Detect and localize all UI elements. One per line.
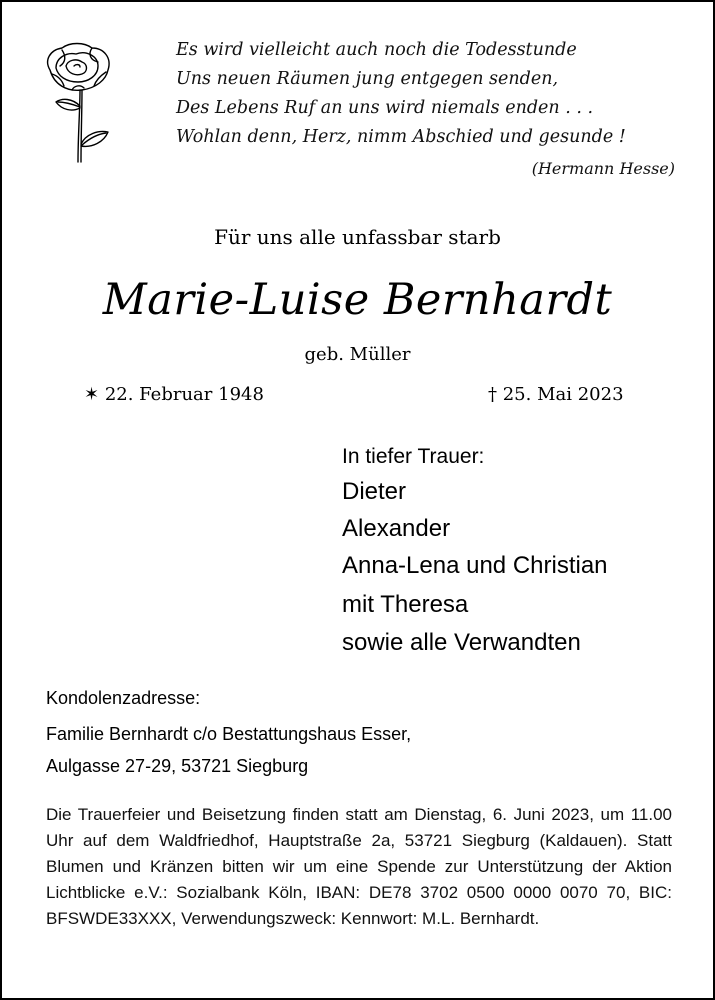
condolence-label: Kondolenzadresse: xyxy=(46,688,201,708)
poem-line: Uns neuen Räumen jung entgegen senden, xyxy=(176,69,559,89)
condolence-address-line: Aulgasse 27-29, 53721 Siegburg xyxy=(46,756,309,776)
mourners-heading: In tiefer Trauer: xyxy=(342,445,485,468)
poem-line: Des Lebens Ruf an uns wird niemals enden . . . xyxy=(176,98,594,118)
poem-line: Wohlan denn, Herz, nimm Abschied und gesunde ! xyxy=(176,127,626,147)
condolence-address-line: Familie Bernhardt c/o Bestattungshaus Esser, xyxy=(46,724,412,744)
mourner-name: Anna-Lena und Christian xyxy=(342,552,608,579)
mourner-name: Alexander xyxy=(342,515,451,542)
mourner-name: mit Theresa xyxy=(342,591,469,618)
death-date xyxy=(488,384,624,405)
mourner-name: Dieter xyxy=(342,478,407,505)
rose-icon xyxy=(36,40,126,164)
deceased-name: Marie-Luise Bernhardt xyxy=(102,275,613,325)
death-cross-icon: † xyxy=(488,384,497,405)
mourner-name: sowie alle Verwandten xyxy=(342,629,581,656)
birth-date-text: 22. Februar 1948 xyxy=(104,384,264,405)
maiden-name: geb. Müller xyxy=(304,344,411,365)
poem-line: Es wird vielleicht auch noch die Todesstunde xyxy=(176,40,577,60)
announcement-intro: Für uns alle unfassbar starb xyxy=(214,225,501,249)
poem-author: (Hermann Hesse) xyxy=(531,159,675,178)
birth-star-icon: ✶ xyxy=(84,384,100,405)
birth-date xyxy=(84,384,264,405)
death-date-text: 25. Mai 2023 xyxy=(502,384,624,405)
service-details: Die Trauerfeier und Beisetzung finden statt am Dienstag, 6. Juni 2023, um 11.00 Uhr auf dem Waldfriedhof, Hauptstraße 2a, 53721 Siegburg (Kaldauen). Statt Blumen und Kränzen bitten wir um eine Spende zur Unterstützung der Aktion Lichtblicke e.V.: Sozialbank Köln, IBAN: DE78 3702 0500 0000 0070 70, BIC: BFSWDE33XXX, Verwendungszweck: Kennwort: M.L. Bernhardt. xyxy=(46,805,672,928)
